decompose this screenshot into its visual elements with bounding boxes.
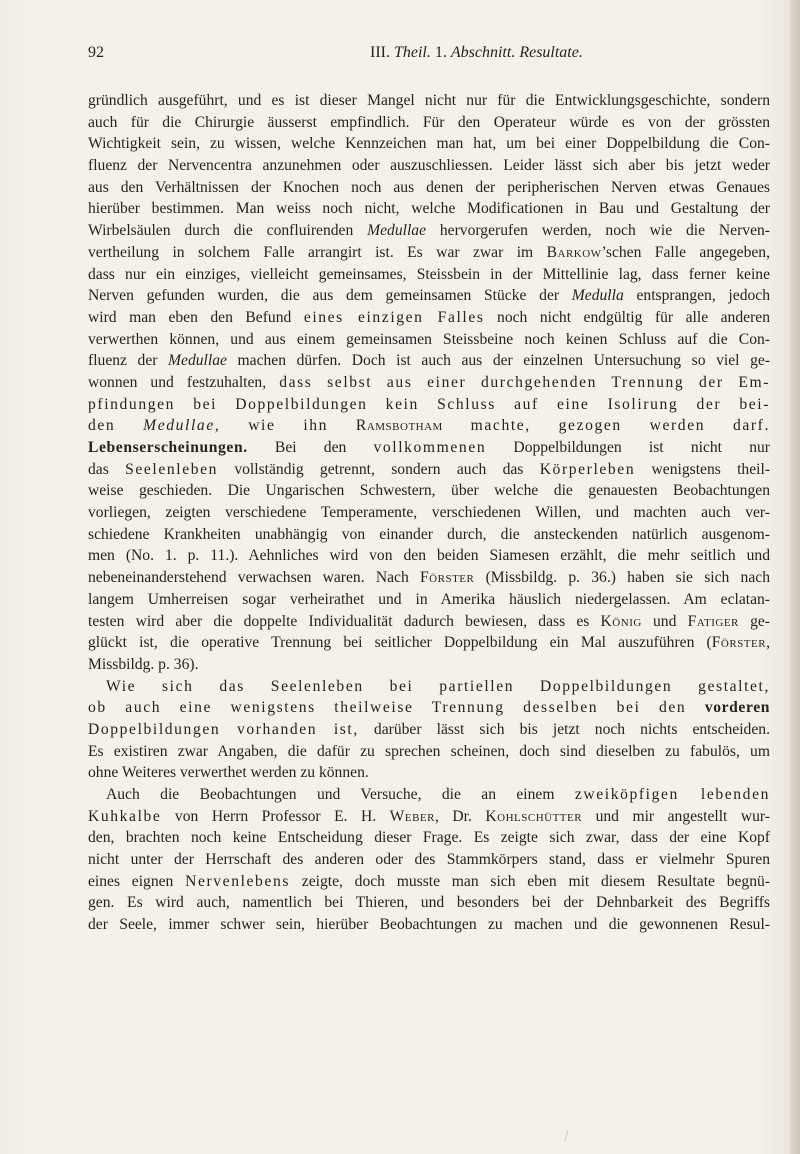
text-segment: fluenz der Nervencentra anzunehmen oder auszuschliessen. Leider lässt sich aber bis jetzt weder xyxy=(88,157,770,175)
text-line xyxy=(88,459,770,481)
text-line xyxy=(88,112,770,134)
text-line xyxy=(88,589,770,611)
text-line xyxy=(88,502,770,524)
text-line xyxy=(88,676,770,698)
text-line xyxy=(88,350,770,372)
text-segment: ob auch eine wenigstens theilweise Trennung desselben bei den xyxy=(88,699,705,717)
text-segment: Medulla xyxy=(571,287,624,305)
running-header xyxy=(88,44,760,68)
text-line xyxy=(88,545,770,567)
text-segment: (Missbildg. p. 36.) haben sie sich nach xyxy=(474,569,770,587)
text-line xyxy=(88,480,770,502)
text-segment: und mir angestellt wur- xyxy=(582,807,770,825)
text-line xyxy=(88,741,770,763)
text-segment: Kuhkalbe xyxy=(88,807,162,825)
text-segment: eines eignen xyxy=(88,872,186,890)
text-line xyxy=(88,133,770,155)
text-segment: Weber xyxy=(389,807,435,825)
abschnitt-label: Abschnitt. xyxy=(450,44,516,61)
text-line xyxy=(88,654,770,676)
text-segment: hervorgerufen werden, noch wie die Nerven- xyxy=(426,222,770,240)
text-segment: Lebenserscheinungen. xyxy=(88,439,248,456)
text-line xyxy=(88,242,770,264)
text-line xyxy=(88,914,770,936)
text-segment: vorderen xyxy=(704,699,770,717)
part-label: III. xyxy=(370,44,390,61)
text-line xyxy=(88,329,770,351)
text-segment: men (No. 1. p. 11.). Aehnliches wird von den beiden Siamesen erzählt, die mehr seitlich und xyxy=(88,547,770,565)
text-segment: Nerven gefunden wurden, die aus dem gemeinsamen Stücke der xyxy=(88,287,572,305)
text-line xyxy=(88,892,770,914)
text-segment: noch nicht endgültig für alle anderen xyxy=(484,308,770,326)
section-number: 1. xyxy=(434,44,447,61)
text-line xyxy=(88,177,770,199)
text-segment: und xyxy=(641,612,688,630)
text-segment: nicht unter der Herrschaft des anderen oder des Stammkörpers stand, dass er vielmehr Spuren xyxy=(88,851,770,869)
text-line xyxy=(88,611,770,633)
text-line xyxy=(88,762,770,784)
text-segment: Medullae xyxy=(168,352,227,370)
text-segment: Doppelbildungen vorhanden ist, xyxy=(88,720,359,738)
text-line xyxy=(88,437,770,459)
text-line xyxy=(88,871,770,893)
text-segment: , Dr. xyxy=(434,807,486,825)
text-line xyxy=(88,220,770,242)
text-line xyxy=(88,307,770,329)
text-segment: weise geschieden. Die Ungarischen Schwestern, über welche die genauesten Beobachtungen xyxy=(88,482,770,500)
text-segment: Kohlschütter xyxy=(485,807,583,825)
text-segment: vorliegen, zeigten verschiedene Temperamente, verschiedenen Willen, und machten auch ver- xyxy=(88,504,770,522)
text-segment: machte, gezogen werden darf. xyxy=(442,417,770,435)
text-segment: gründlich ausgeführt, und es ist dieser Mangel nicht nur für die Entwicklungsgeschichte, sondern xyxy=(88,92,770,109)
text-segment: von Herrn Professor E. H. xyxy=(161,807,390,825)
text-segment: , xyxy=(766,634,770,652)
resultate-label: Resultate. xyxy=(519,44,583,61)
text-line xyxy=(88,264,770,286)
text-line xyxy=(88,849,770,871)
text-segment: Ramsbotham xyxy=(355,417,443,435)
text-segment: vollkommenen xyxy=(373,439,487,456)
text-segment: das xyxy=(88,460,126,478)
text-segment: ’schen Falle angegeben, xyxy=(601,243,770,261)
text-segment: glückt ist, die operative Trennung bei seitlicher Doppelbildung ein Mal auszuführen ( xyxy=(88,634,712,652)
text-line xyxy=(88,827,770,849)
running-head-title xyxy=(370,44,583,62)
text-segment: darüber lässt sich bis jetzt noch nichts entscheiden. xyxy=(358,720,770,738)
text-segment: zweiköpfigen lebenden xyxy=(574,786,770,803)
text-segment: zeigte, doch musste man sich eben mit diesem Resultate begnü- xyxy=(290,872,770,890)
text-line xyxy=(88,697,770,719)
text-segment: dass selbst aus einer durchgehenden Trennung der Em- xyxy=(279,373,770,391)
text-segment: aus den Verhältnissen der Knochen noch aus denen der peripherischen Nerven etwas Genaues xyxy=(88,178,770,196)
text-segment: gen. Es wird auch, namentlich bei Thieren, und besonders bei der Dehnbarkeit des Begriffs xyxy=(88,894,770,912)
text-line xyxy=(88,524,770,546)
text-segment: testen wird aber die doppelte Individualität dadurch bewiesen, dass es xyxy=(88,612,601,630)
text-segment: auch für die Chirurgie äusserst empfindlich. Für den Operateur würde es von der grössten xyxy=(88,113,770,131)
text-line xyxy=(88,806,770,828)
text-segment: den xyxy=(88,417,144,435)
text-segment: Förster xyxy=(420,569,475,587)
text-segment: Körperleben xyxy=(539,460,636,478)
text-segment: Nervenlebens xyxy=(185,872,291,890)
text-segment: Wie sich das Seelenleben bei partiellen Doppelbildungen gestaltet, xyxy=(106,677,770,695)
text-segment: wird man eben den Befund xyxy=(88,308,304,326)
text-segment: Missbildg. p. 36). xyxy=(88,655,199,673)
text-segment: Doppelbildungen ist nicht nur xyxy=(486,439,770,456)
text-segment: Wichtigkeit sein, zu wissen, welche Kennzeichen man hat, um bei einer Doppelbildung die Con- xyxy=(88,135,770,153)
text-segment: vollständig getrennt, sondern auch das xyxy=(218,460,540,478)
text-line xyxy=(88,198,770,220)
text-segment: wonnen und festzuhalten, xyxy=(88,373,280,391)
text-segment: hierüber bestimmen. Man weiss noch nicht, welche Modificationen in Bau und Gestaltung der xyxy=(88,200,770,218)
text-segment: Barkow xyxy=(546,243,602,261)
text-line xyxy=(88,632,770,654)
text-line xyxy=(88,372,770,394)
text-segment: machen dürfen. Doch ist auch aus der einzelnen Untersuchung so viel ge- xyxy=(226,352,770,370)
text-line xyxy=(88,415,770,437)
text-segment: eines einzigen Falles xyxy=(303,308,485,326)
text-segment: verwerthen können, und aus einem gemeinsamen Steissbeine noch keinen Schluss auf die Con- xyxy=(88,330,770,348)
text-segment: Medullae xyxy=(367,222,427,240)
text-segment: ge- xyxy=(738,612,770,630)
text-segment: Auch die Beobachtungen und Versuche, die an einem xyxy=(106,786,575,803)
text-line xyxy=(88,567,770,589)
text-segment: Wirbelsäulen durch die confluirenden xyxy=(88,222,368,240)
text-segment: der Seele, immer schwer sein, hierüber Beobachtungen zu machen und die gewonnenen Resul- xyxy=(88,916,770,934)
text-segment: langem Umherreisen sogar verheirathet und in Amerika häuslich niedergelassen. Am eclatan- xyxy=(88,590,770,608)
text-segment: , wie ihn xyxy=(214,417,356,435)
page-number: 92 xyxy=(88,44,104,61)
text-line xyxy=(88,285,770,307)
text-segment: nebeneinanderstehend verwachsen waren. Nach xyxy=(88,569,420,587)
text-segment: Es existiren zwar Angaben, die dafür zu sprechen scheinen, doch sind dieselben zu fabulös, um xyxy=(88,742,770,760)
text-segment: Förster xyxy=(711,634,767,652)
text-segment: König xyxy=(600,612,642,630)
text-segment: ohne Weiteres verwerthet werden zu können. xyxy=(88,764,369,782)
text-line xyxy=(88,784,770,806)
body-text xyxy=(88,90,770,936)
text-segment: Fatiger xyxy=(687,612,739,630)
text-segment: den, brachten noch keine Entscheidung dieser Frage. Es zeigte sich zwar, dass der eine Kopf xyxy=(88,829,770,847)
text-segment: wenigstens theil- xyxy=(635,460,770,478)
theil-label: Theil. xyxy=(393,44,431,61)
text-segment: Medullae xyxy=(143,417,215,435)
paper-mark xyxy=(565,1130,573,1143)
text-line xyxy=(88,719,770,741)
page-edge-shadow xyxy=(790,0,800,1154)
text-segment: Bei den xyxy=(247,439,374,456)
text-line xyxy=(88,155,770,177)
text-segment: Seelenleben xyxy=(125,460,219,478)
text-segment: dass nur ein einziges, vielleicht gemeinsames, Steissbein in der Mittellinie lag, dass ferner keine xyxy=(88,265,770,283)
text-segment: schiedene Krankheiten unabhängig von einander durch, die ansteckenden natürlich ausgenom- xyxy=(88,525,770,543)
text-segment: entsprangen, jedoch xyxy=(623,287,770,305)
text-segment: vertheilung in solchem Falle arrangirt ist. Es war zwar im xyxy=(88,243,547,261)
text-segment: pfindungen bei Doppelbildungen kein Schluss auf eine Isolirung der bei- xyxy=(88,395,770,413)
text-segment: fluenz der xyxy=(88,352,169,370)
text-line xyxy=(88,394,770,416)
text-line xyxy=(88,90,770,112)
